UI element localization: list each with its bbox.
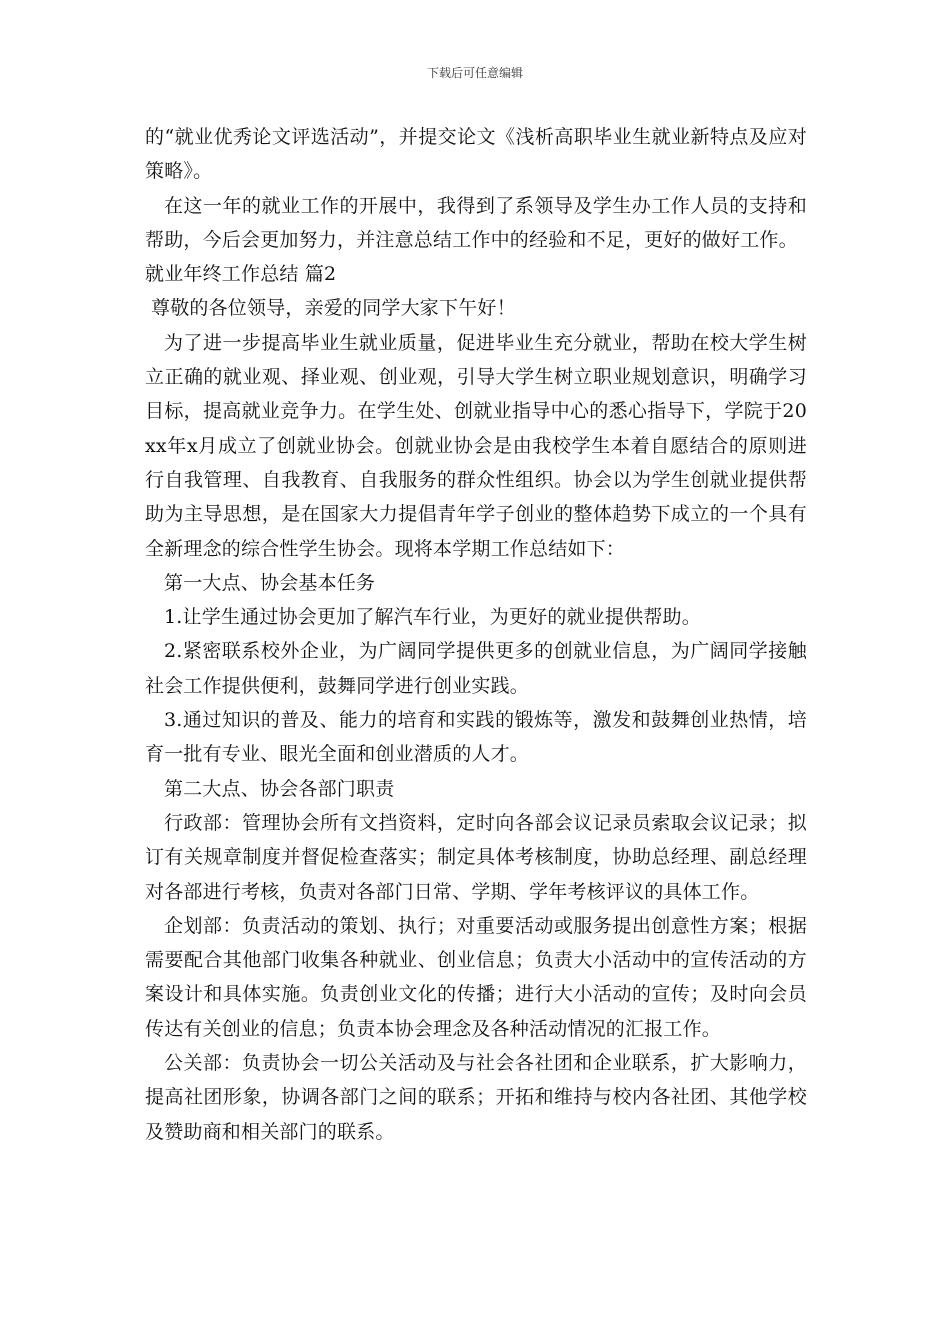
- paragraph: 行政部：管理协会所有文挡资料，定时向各部会议记录员索取会议记录；拟订有关规章制度并督促检查落实；制定具体考核制度，协助总经理、副总经理对各部进行考核，负责对各部门日常、学期、学年考核评议的具体工作。: [145, 811, 807, 903]
- subheading: 第二大点、协会各部门职责: [164, 777, 395, 800]
- paragraph: 公关部：负责协会一切公关活动及与社会各社团和企业联系，扩大影响力，提高社团形象，协调各部门之间的联系；开拓和维持与校内各社团、其他学校及赞助商和相关部门的联系。: [145, 1052, 807, 1143]
- paragraph: 为了进一步提高毕业生就业质量，促进毕业生充分就业，帮助在校大学生树立正确的就业观、择业观、创业观，引导大学生树立职业规划意识，明确学习目标，提高就业竞争力。在学生处、创就业指导中心的悉心指导下，学院于20xx年x月成立了创就业协会。创就业协会是由我校学生本着自愿结合的原则进行自我管理、自我教育、自我服务的群众性组织。协会以为学生创就业提供帮助为主导思想，是在国家大力提倡青年学子创业的整体趋势下成立的一个具有全新理念的综合性学生协会。现将本学期工作总结如下：: [145, 331, 807, 560]
- document-body: [145, 120, 807, 1149]
- list-item: 2.紧密联系校外企业，为广阔同学提供更多的创就业信息，为广阔同学接触社会工作提供便利，鼓舞同学进行创业实践。: [145, 640, 807, 697]
- list-item: 3.通过知识的普及、能力的培育和实践的锻炼等，激发和鼓舞创业热情，培育一批有专业、眼光全面和创业潜质的人才。: [145, 709, 807, 766]
- paragraph: 在这一年的就业工作的开展中，我得到了系领导及学生办工作人员的支持和帮助，今后会更加努力，并注意总结工作中的经验和不足，更好的做好工作。: [145, 194, 807, 251]
- paragraph: 的“就业优秀论文评选活动”，并提交论文《浅析高职毕业生就业新特点及应对策略》。: [145, 126, 807, 183]
- section-heading: 就业年终工作总结 篇2: [145, 263, 337, 286]
- list-item: 1.让学生通过协会更加了解汽车行业，为更好的就业提供帮助。: [164, 606, 701, 629]
- paragraph: 企划部：负责活动的策划、执行；对重要活动或服务提出创意性方案；根据需要配合其他部门收集各种就业、创业信息；负责大小活动中的宣传活动的方案设计和具体实施。负责创业文化的传播；进行大小活动的宣传；及时向会员传达有关创业的信息；负责本协会理念及各种活动情况的汇报工作。: [145, 914, 807, 1040]
- subheading: 第一大点、协会基本任务: [164, 571, 376, 594]
- greeting: 尊敬的各位领导，亲爱的同学大家下午好！: [151, 297, 516, 320]
- page-header: 下载后可任意编辑: [426, 66, 523, 80]
